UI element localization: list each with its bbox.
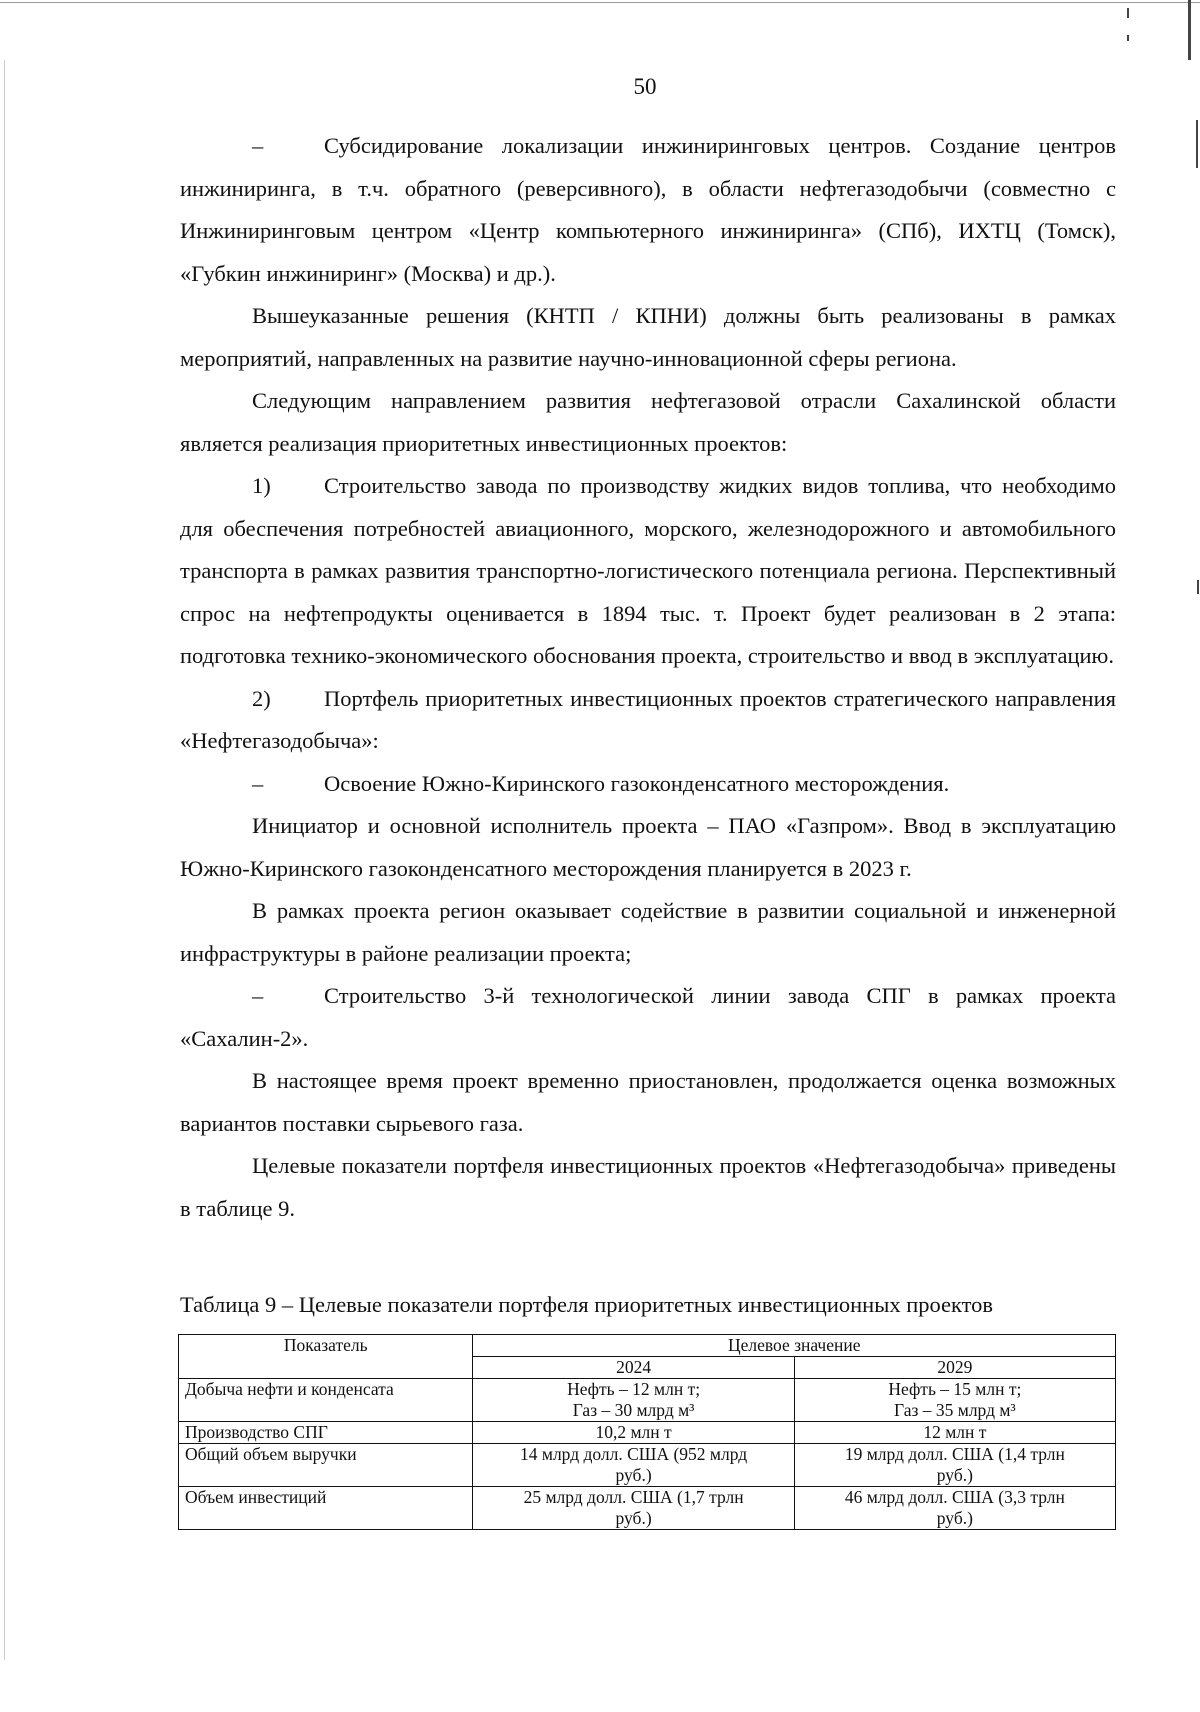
table-row: [179, 1487, 1116, 1530]
row-value-2024: [473, 1379, 794, 1422]
cell-line: Газ – 30 млрд м³: [572, 1400, 695, 1420]
scan-edge-mark: [1188, 0, 1191, 60]
cell-line: 19 млрд долл. США (1,4 трлн: [844, 1444, 1065, 1464]
cell-line: Газ – 35 млрд м³: [894, 1400, 1016, 1420]
row-value-2024: [473, 1444, 794, 1487]
dash-marker: –: [252, 133, 264, 158]
item-number: 2): [252, 685, 271, 711]
dash-item-text: Субсидирование локализации инжиниринговых центров. Создание центров инжиниринга, в т.ч. обратного (реверсивного), в области нефтегазодобычи (совместно с Инжиниринговым центром «Центр компьютерного инжиниринга» (СПб), ИХТЦ (Томск), «Губкин инжиниринг» (Москва) и др.).: [180, 133, 1116, 286]
header-year-2029: 2029: [794, 1357, 1115, 1379]
row-indicator: Общий объем выручки: [179, 1444, 473, 1487]
paragraph-next-direction: Следующим направлением развития нефтегазовой отрасли Сахалинской области является реализация приоритетных инвестиционных проектов:: [180, 388, 1116, 456]
table-row: [179, 1444, 1116, 1487]
paragraph-project-suspended: В настоящее время проект временно приостановлен, продолжается оценка возможных вариантов поставки сырьевого газа.: [180, 1068, 1116, 1136]
row-indicator: Добыча нефти и конденсата: [179, 1379, 473, 1422]
dash-item-yuzhno-kirinskoye: [180, 763, 1116, 806]
paragraph-region-support: В рамках проекта регион оказывает содействие в развитии социальной и инженерной инфраструктуры в районе реализации проекта;: [180, 898, 1116, 966]
paragraph-initiator: Инициатор и основной исполнитель проекта – ПАО «Газпром». Ввод в эксплуатацию Южно-Киринского газоконденсатного месторождения планируется в 2023 г.: [180, 813, 1116, 881]
dash-item-engineering-centers: [180, 125, 1116, 295]
dash-item-text: Строительство 3-й технологической линии завода СПГ в рамках проекта «Сахалин-2».: [180, 983, 1116, 1051]
table-header-row: [179, 1335, 1116, 1357]
numbered-item-text: Строительство завода по производству жидких видов топлива, что необходимо для обеспечения потребностей авиационного, морского, железнодорожного и автомобильного транспорта в рамках развития транспортно-логистического потенциала региона. Перспективный спрос на нефтепродукты оценивается в 1894 тыс. т. Проект будет реализован в 2 этапа: подготовка технико-экономического обоснования проекта, строительство и ввод в эксплуатацию.: [180, 473, 1116, 668]
dash-item-text: Освоение Южно-Киринского газоконденсатного месторождения.: [324, 770, 950, 796]
paragraph-target-indicators: Целевые показатели портфеля инвестиционных проектов «Нефтегазодобыча» приведены в таблице 9.: [180, 1153, 1116, 1221]
target-indicators-table: [178, 1334, 1116, 1530]
row-value-2029: [794, 1444, 1115, 1487]
numbered-item-1: [180, 465, 1116, 678]
cell-line: Нефть – 15 млн т;: [888, 1379, 1022, 1399]
cell-line: Нефть – 12 млн т;: [567, 1379, 701, 1399]
body-text: [180, 125, 1116, 1230]
scan-mark: [1197, 580, 1199, 594]
scan-mark: [1127, 8, 1129, 18]
scan-top-border: [0, 2, 1200, 3]
cell-line: руб.): [615, 1465, 652, 1485]
cell-line: руб.): [615, 1508, 652, 1528]
paragraph-decisions: Вышеуказанные решения (КНТП / КПНИ) должны быть реализованы в рамках мероприятий, направленных на развитие научно-инновационной сферы региона.: [180, 303, 1116, 371]
scan-left-edge: [4, 60, 5, 1660]
header-indicator: Показатель: [179, 1335, 473, 1379]
cell-line: 12 млн т: [923, 1422, 987, 1442]
table-row: [179, 1422, 1116, 1444]
cell-line: 25 млрд долл. США (1,7 трлн: [523, 1487, 744, 1507]
header-target-value: Целевое значение: [473, 1335, 1116, 1357]
cell-line: руб.): [936, 1508, 973, 1528]
cell-line: руб.): [936, 1465, 973, 1485]
item-number: 1): [252, 473, 271, 498]
scan-mark: [1127, 35, 1129, 41]
cell-line: 10,2 млн т: [595, 1422, 672, 1442]
row-value-2029: [794, 1487, 1115, 1530]
row-value-2029: [794, 1422, 1115, 1444]
dash-marker: –: [252, 770, 264, 796]
row-value-2029: [794, 1379, 1115, 1422]
numbered-item-text: Портфель приоритетных инвестиционных проектов стратегического направления «Нефтегазодобыча»:: [180, 685, 1116, 753]
row-indicator: Объем инвестиций: [179, 1487, 473, 1530]
row-indicator: Производство СПГ: [179, 1422, 473, 1444]
dash-marker: –: [252, 983, 264, 1008]
scan-mark: [1196, 120, 1198, 168]
table-caption: Таблица 9 – Целевые показатели портфеля приоритетных инвестиционных проектов: [180, 1292, 994, 1317]
header-year-2024: 2024: [473, 1357, 794, 1379]
dash-item-lng-train: [180, 975, 1116, 1060]
cell-line: 46 млрд долл. США (3,3 трлн: [844, 1487, 1065, 1507]
page-number: 50: [633, 74, 657, 99]
row-value-2024: [473, 1422, 794, 1444]
numbered-item-2: [180, 678, 1116, 763]
row-value-2024: [473, 1487, 794, 1530]
table-row: [179, 1379, 1116, 1422]
cell-line: 14 млрд долл. США (952 млрд: [520, 1444, 748, 1464]
